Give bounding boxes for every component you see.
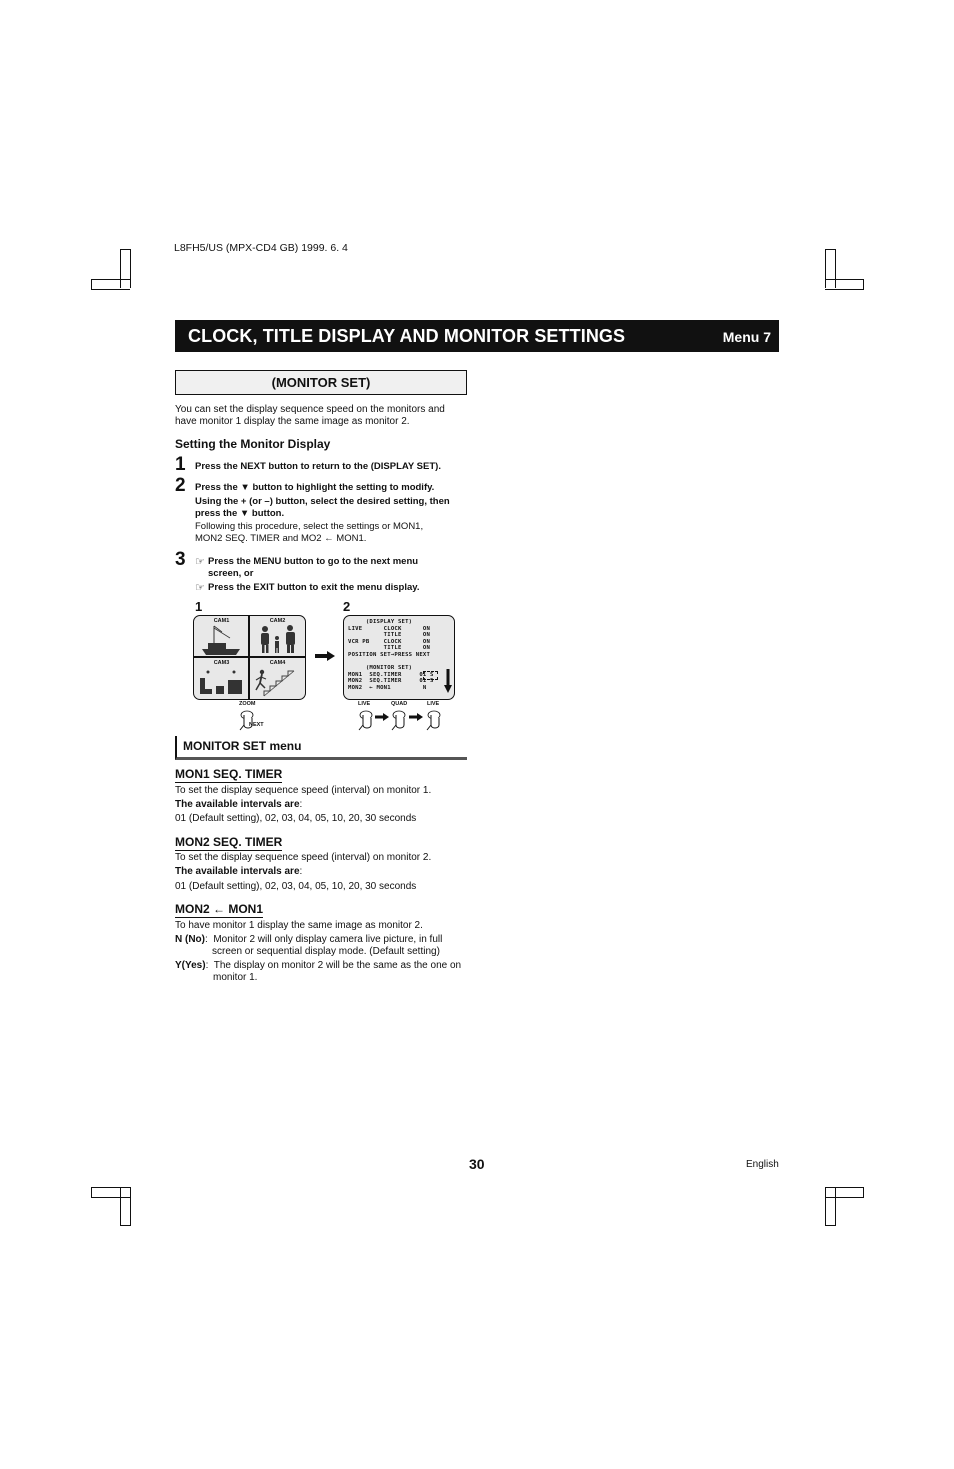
mon1-section [175, 765, 282, 783]
subheading: Setting the Monitor Display [175, 437, 331, 451]
office-icon [194, 658, 249, 699]
option-y-line: Y(Yes): The display on monitor 2 will be the same as the one on [175, 960, 462, 971]
intro-text: You can set the display sequence speed on the monitors and have monitor 1 display the same image as monitor 2. [175, 404, 445, 427]
screen-line-8: (MONITOR SET) [348, 665, 413, 672]
pressing-hand-icon [357, 709, 377, 731]
mon1-intervals-label-line: The available intervals are: [175, 799, 303, 810]
mon2-description: To set the display sequence speed (interval) on monitor 2. [175, 852, 432, 863]
pressing-hand-icon [390, 709, 410, 731]
pointing-hand-icon: ☞ [195, 582, 205, 594]
pressing-hand-icon [425, 709, 445, 731]
figure-label-2: 2 [343, 599, 351, 614]
option-n-line: N (No): Monitor 2 will only display camera live picture, in full [175, 934, 443, 945]
crop-mark-bottom-left-vertical [120, 1187, 131, 1226]
screen-line-10: MON2 SEQ.TIMER 01 S [348, 678, 434, 685]
screen-line-5: TITLE ON [348, 645, 431, 652]
crop-mark-top-right [825, 279, 864, 290]
menu-label: Menu 7 [722, 329, 771, 345]
cam4-label: CAM4 [269, 660, 286, 666]
mon2-intervals: 01 (Default setting), 02, 03, 04, 05, 10, 20, 30 seconds [175, 881, 417, 892]
page-title: CLOCK, TITLE DISPLAY AND MONITOR SETTINGS [188, 326, 626, 346]
step-3-number: 3 [175, 549, 186, 570]
monitor-set-menu-heading [175, 736, 467, 760]
live-label-2: LIVE [427, 701, 440, 707]
option-y-text-1: The display on monitor 2 will be the same as the one on [213, 960, 462, 971]
title-bar [175, 320, 779, 352]
next-label: NEXT [249, 722, 264, 728]
highlight-cursor [423, 671, 438, 680]
document-id: L8FH5/US (MPX-CD4 GB) 1999. 6. 4 [174, 242, 348, 254]
mon2-heading: MON2 SEQ. TIMER [175, 835, 283, 849]
mon2-mon1-description: To have monitor 1 display the same image as monitor 2. [175, 920, 423, 931]
monitor-set-menu-title: MONITOR SET menu [183, 739, 302, 753]
option-y-text-2: monitor 1. [213, 972, 258, 983]
section-title: (MONITOR SET) [175, 370, 467, 395]
mon2-section [175, 833, 282, 851]
arrow-right-icon [315, 651, 335, 661]
mon1-intervals: 01 (Default setting), 02, 03, 04, 05, 10, 20, 30 seconds [175, 813, 417, 824]
cam3-cell [194, 658, 249, 699]
cam1-cell [194, 616, 249, 657]
figure-label-1: 1 [195, 599, 203, 614]
crop-mark-bottom-right [825, 1187, 864, 1198]
cam2-label: CAM2 [269, 618, 286, 624]
cam1-label: CAM1 [213, 618, 230, 624]
step-2-line-2: Using the + (or –) button, select the desired setting, then press the ▼ button. [195, 496, 450, 519]
cam3-label: CAM3 [213, 660, 230, 666]
pointing-hand-icon: ☞ [195, 556, 205, 568]
step-3-line-1: Press the MENU button to go to the next menu screen, or [208, 556, 419, 579]
mon2-intervals-label-line: The available intervals are: [175, 866, 303, 877]
step-2-line-3: Following this procedure, select the settings or MON1, MON2 SEQ. TIMER and MO2 ← MON1. [195, 521, 424, 544]
arrow-right-icon [375, 713, 389, 721]
cam4-cell [250, 658, 305, 699]
step-3-line-2: Press the EXIT button to exit the menu display. [208, 582, 420, 593]
people-icon [250, 616, 305, 657]
mon1-description: To set the display sequence speed (interval) on monitor 1. [175, 785, 432, 796]
option-n-text-2: screen or sequential display mode. (Default setting) [212, 946, 440, 957]
mon1-intervals-label: The available intervals are [175, 799, 300, 810]
mon1-heading: MON1 SEQ. TIMER [175, 767, 283, 781]
screen-line-11: MON2 ← MON1 N [348, 685, 427, 691]
step-2-number: 2 [175, 475, 186, 496]
screen-line-3: TITLE ON [348, 632, 431, 639]
zoom-label: ZOOM [239, 701, 256, 707]
live-label: LIVE [358, 701, 371, 707]
step-2-line-1: Press the ▼ button to highlight the setting to modify. [195, 482, 435, 493]
screen-line-1: (DISPLAY SET) [348, 619, 413, 625]
crop-mark-top-left-vertical [120, 249, 131, 288]
cam2-cell [250, 616, 305, 657]
arrow-right-icon [409, 713, 423, 721]
ship-icon [194, 616, 249, 657]
screen-line-6: POSITION SET→PRESS NEXT [348, 652, 431, 658]
screen-line-2: LIVE CLOCK ON [348, 625, 431, 632]
step-1-number: 1 [175, 454, 186, 475]
camera-quad-screen [193, 615, 306, 700]
menu-display-screen [343, 615, 455, 700]
screen-line-4: VCR PB CLOCK ON [348, 638, 431, 645]
quad-label: QUAD [391, 701, 408, 707]
language-label: English [746, 1159, 779, 1170]
step-1-text: Press the NEXT button to return to the (DISPLAY SET). [195, 461, 441, 472]
mon2-intervals-label: The available intervals are [175, 866, 300, 877]
down-arrow-icon [444, 669, 452, 693]
option-n-label: N (No) [175, 934, 205, 945]
option-n-text-1: Monitor 2 will only display camera live picture, in full [213, 934, 443, 945]
mon2-mon1-heading: MON2 ← MON1 [175, 902, 264, 916]
mon2-mon1-section [175, 900, 263, 918]
running-man-stairs-icon [250, 658, 305, 699]
screen-line-9: MON1 SEQ.TIMER 01 S [348, 671, 434, 678]
option-y-label: Y(Yes) [175, 960, 206, 971]
page-number: 30 [469, 1156, 485, 1172]
